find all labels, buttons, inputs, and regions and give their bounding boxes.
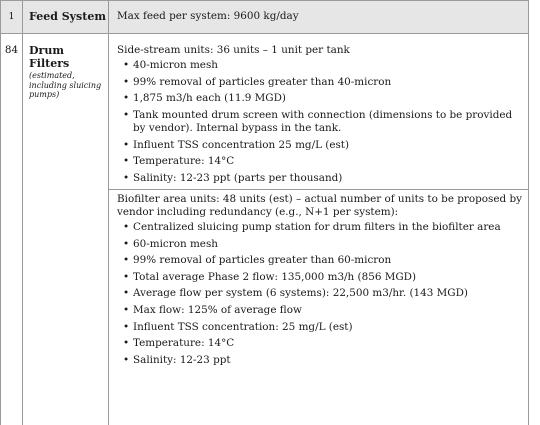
list-item: • 99% removal of particles greater than 40-micron xyxy=(123,76,522,89)
biofilter-list xyxy=(117,221,522,367)
table-row-drum-filters xyxy=(1,34,529,425)
item-description xyxy=(109,34,529,425)
list-item: • Centralized sluicing pump station for drum filters in the biofilter area xyxy=(123,221,522,234)
item-note: (estimated, including sluicing pumps) xyxy=(29,71,104,100)
biofilter-intro: Biofilter area units: 48 units (est) – actual number of units to be proposed by vendor including redundancy (e.g., N+1 per system): xyxy=(117,193,522,219)
item-cell xyxy=(23,34,109,425)
list-item: • Temperature: 14°C xyxy=(123,337,522,350)
item-title: Drum Filters xyxy=(29,44,104,70)
side-stream-intro: Side-stream units: 36 units – 1 unit per tank xyxy=(117,44,522,57)
list-item: • 40-micron mesh xyxy=(123,59,522,72)
item-number: 84 xyxy=(1,34,23,425)
list-item: • 99% removal of particles greater than 60-micron xyxy=(123,254,522,267)
list-item: • Average flow per system (6 systems): 22,500 m3/hr. (143 MGD) xyxy=(123,287,522,300)
list-item: • Tank mounted drum screen with connection (dimensions to be provided by vendor). Internal bypass in the tank. xyxy=(123,109,522,135)
side-stream-list xyxy=(117,59,522,185)
row-number: 1 xyxy=(1,1,23,34)
list-item: • Total average Phase 2 flow: 135,000 m3/h (856 MGD) xyxy=(123,271,522,284)
table-row-feed-system xyxy=(1,1,529,34)
row-title: Feed System xyxy=(23,1,109,34)
list-item: • Salinity: 12-23 ppt xyxy=(123,354,522,367)
list-item: • Influent TSS concentration 25 mg/L (est) xyxy=(123,139,522,152)
list-item: • 1,875 m3/h each (11.9 MGD) xyxy=(123,92,522,105)
row-description: Max feed per system: 9600 kg/day xyxy=(109,1,529,34)
list-item: • Salinity: 12-23 ppt (parts per thousand) xyxy=(123,172,522,185)
list-item: • Influent TSS concentration: 25 mg/L (est) xyxy=(123,321,522,334)
list-item: • 60-micron mesh xyxy=(123,238,522,251)
list-item: • Max flow: 125% of average flow xyxy=(123,304,522,317)
list-item: • Temperature: 14°C xyxy=(123,155,522,168)
section-divider xyxy=(109,189,528,190)
